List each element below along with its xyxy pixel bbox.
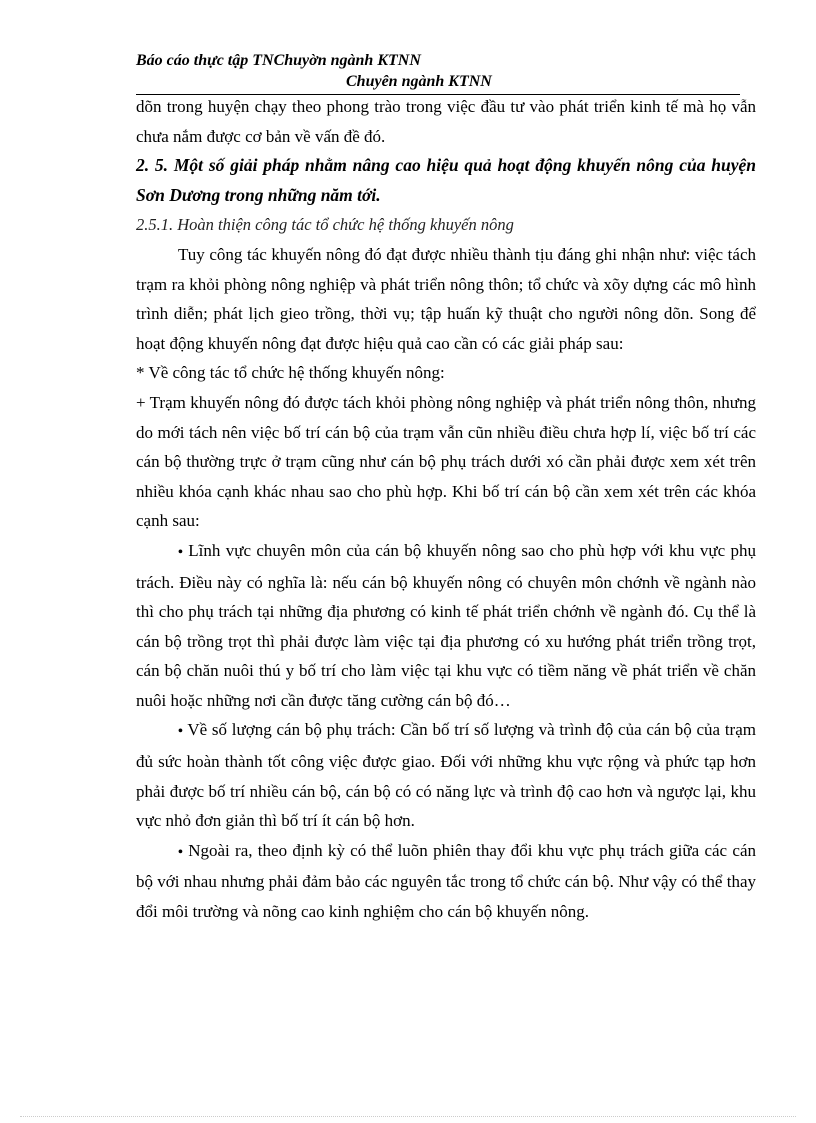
bullet-text: Lĩnh vực chuyên môn của cán bộ khuyến nông sao cho phù hợp với khu vực phụ trách. Điều này có nghĩa là: nếu cán bộ khuyến nông có chuyên môn chớnh về ngành nào thì cho phụ trách tại những địa phương có kinh tế phát triển chớnh về ngành đó. Cụ thể là cán bộ trồng trọt thì phải được làm việc tại địa phương có xu hướng phát triển trồng trọt, cán bộ chăn nuôi thú y bố trí cho làm việc tại khu vực có tiềm năng về phát triển về chăn nuôi hoặc những nơi cần được tăng cường cán bộ đó… (136, 540, 757, 710)
bullet-icon: • (178, 544, 183, 560)
subsection-heading: 2.5.1. Hoàn thiện công tác tổ chức hệ thống khuyến nông (136, 215, 514, 235)
header-title-line1: Báo cáo thực tập TNChuyờn ngành KTNN (136, 52, 421, 69)
document-body (136, 92, 756, 927)
section-heading: 2. 5. Một số giải pháp nhằm nâng cao hiệu quả hoạt động khuyến nông của huyện Sơn Dương trong những năm tới. (136, 155, 756, 205)
paragraph-station: + Trạm khuyến nông đó được tách khỏi phòng nông nghiệp và phát triển nông thôn, nhưng do mới tách nên việc bố trí cán bộ của trạm vẫn cũn nhiều điều chưa hợp lí, việc bố trí các cán bộ thường trực ở trạm cũng như cán bộ phụ trách dưới xó cần phải được xem xét trên nhiều khóa cạnh khác nhau sao cho phù hợp. Khi bố trí cán bộ cần xem xét trên các khóa cạnh sau: (136, 392, 756, 531)
paragraph-organization-title: * Về công tác tổ chức hệ thống khuyến nông: (136, 363, 445, 383)
bullet-icon: • (178, 844, 183, 860)
bullet-item-rotation (136, 836, 756, 927)
bullet-icon: • (178, 724, 183, 740)
page-bottom-divider (20, 1116, 796, 1117)
bullet-text: Về số lượng cán bộ phụ trách: Cần bố trí số lượng và trình độ của cán bộ của trạm đủ sức hoàn thành tốt công việc được giao. Đối với những khu vực rộng và phức tạp hơn phải được bố trí nhiều cán bộ, cán bộ có có năng lực và trình độ cao hơn và ngược lại, khu vực nhỏ đơn giản thì bố trí ít cán bộ hơn. (136, 720, 756, 831)
page-header (136, 50, 740, 95)
paragraph-continuation: dõn trong huyện chạy theo phong trào trong việc đầu tư vào phát triển kinh tế mà họ vẫn chưa nắm được cơ bản về vấn đề đó. (136, 97, 756, 146)
bullet-item-staff-quantity (136, 715, 756, 835)
header-title-line2: Chuyên ngành KTNN (346, 73, 492, 90)
paragraph-intro: Tuy công tác khuyến nông đó đạt được nhiều thành tịu đáng ghi nhận như: việc tách trạm ra khỏi phòng nông nghiệp và phát triển nông thôn; tổ chức và xõy dựng các mô hình trình diễn; phát lịch gieo trồng, thời vụ; tập huấn kỹ thuật cho người nông dõn. Song để hoạt động khuyến nông đạt được hiệu quả cao cần có các giải pháp sau: (136, 244, 756, 353)
bullet-item-expertise (136, 536, 756, 716)
bullet-text: Ngoài ra, theo định kỳ có thể luõn phiên thay đổi khu vực phụ trách giữa các cán bộ với nhau nhưng phải đảm bảo các nguyên tắc trong tổ chức cán bộ. Như vậy có thể thay đổi môi trường và nõng cao kinh nghiệm cho cán bộ khuyến nông. (136, 840, 756, 922)
